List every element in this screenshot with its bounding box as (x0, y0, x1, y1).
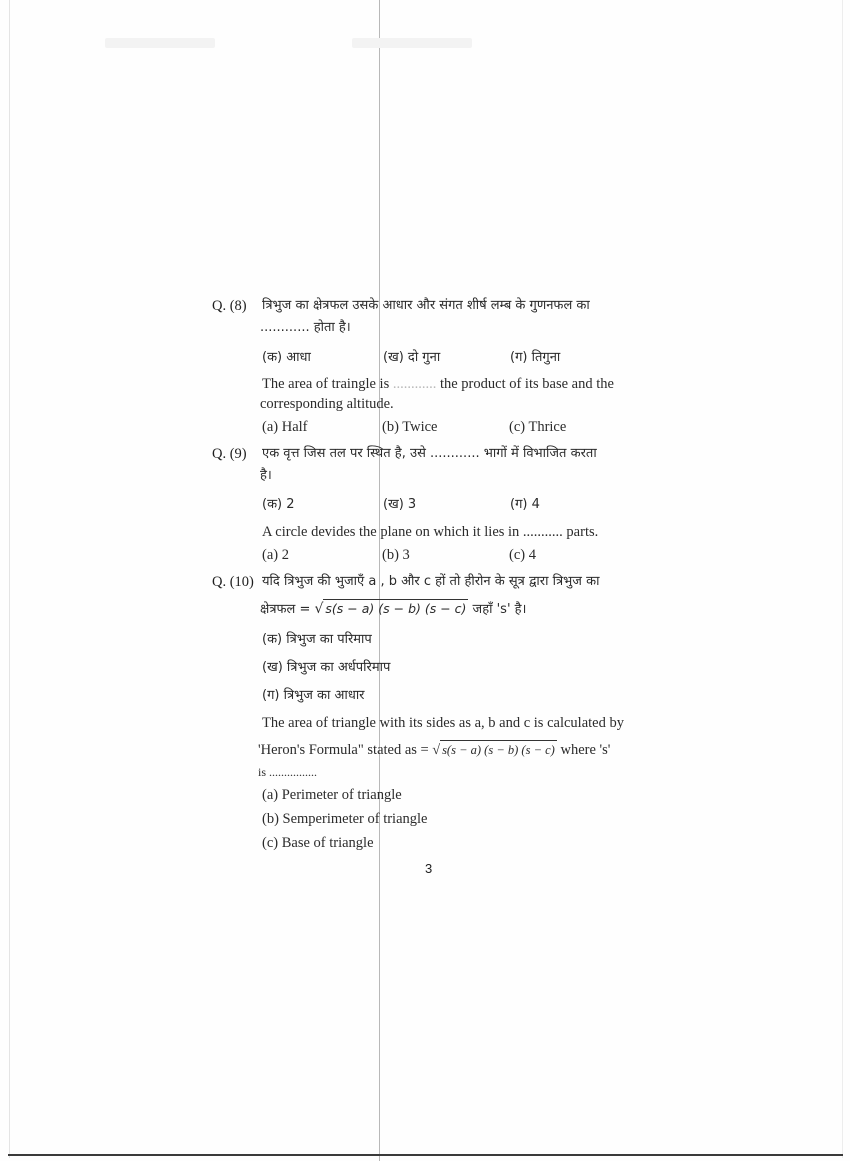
option-c: (c) Thrice (509, 419, 567, 435)
question-text-english-line2: 'Heron's Formula" stated as = √ s(s − a) (s − b) (s − c) where 's' (258, 742, 611, 758)
option-a: (a) 2 (262, 547, 289, 563)
option-a: (a) Half (262, 419, 308, 435)
option-c: (c) 4 (509, 547, 536, 563)
option-hindi-ka: (क) आधा (262, 350, 311, 365)
question-text-english: A circle devides the plane on which it lies in ........... parts. (262, 524, 599, 540)
question-text-english-line3: is ................ (258, 765, 318, 779)
question-number: Q. (10) (212, 574, 254, 590)
question-text-hindi-line2: है। (260, 468, 272, 483)
sqrt-icon: √ (432, 743, 441, 758)
question-text-hindi-line2: ............ होता है। (260, 320, 351, 335)
page-edge-left (9, 0, 10, 1158)
question-number: Q. (9) (212, 446, 247, 462)
page-number: 3 (425, 861, 433, 876)
question-text-hindi: त्रिभुज का क्षेत्रफल उसके आधार और संगत शीर्ष लम्ब के गुणनफल का (262, 298, 590, 313)
page-edge-right (842, 0, 843, 1158)
question-text-english: The area of triangle with its sides as a, b and c is calculated by (262, 715, 624, 731)
question-text-hindi: यदि त्रिभुज की भुजाएँ a , b और c हों तो हीरोन के सूत्र द्वारा त्रिभुज का (262, 574, 600, 589)
sqrt-icon: √ (314, 601, 324, 617)
option-hindi-ga: (ग) तिगुना (510, 350, 561, 365)
option-hindi-ga: (ग) 4 (510, 497, 540, 512)
option-hindi-kha: (ख) 3 (383, 497, 417, 512)
option-b: (b) Twice (382, 419, 438, 435)
question-text-english-line2: corresponding altitude. (260, 396, 394, 412)
bleed-through-artifact (105, 38, 215, 48)
option-hindi-ga: (ग) त्रिभुज का आधार (262, 688, 365, 703)
option-hindi-kha: (ख) त्रिभुज का अर्धपरिमाप (262, 660, 391, 675)
option-hindi-ka: (क) त्रिभुज का परिमाप (262, 632, 372, 647)
option-b: (b) Semperimeter of triangle (262, 811, 428, 827)
option-a: (a) Perimeter of triangle (262, 787, 402, 803)
question-number: Q. (8) (212, 298, 247, 314)
answer-blank: ............ (260, 320, 310, 335)
heron-formula: s(s − a) (s − b) (s − c) (325, 601, 467, 616)
option-c: (c) Base of triangle (262, 835, 374, 851)
question-text-hindi-line2: क्षेत्रफल = √ s(s − a) (s − b) (s − c) जहाँ 's' है। (260, 601, 527, 617)
heron-formula: s(s − a) (s − b) (s − c) (440, 740, 557, 759)
answer-blank: ............ (392, 376, 437, 392)
page-bottom-edge (8, 1154, 843, 1156)
option-hindi-kha: (ख) दो गुना (383, 350, 441, 365)
option-hindi-ka: (क) 2 (262, 497, 295, 512)
question-text-english: The area of traingle is ............ the product of its base and the (262, 376, 614, 392)
option-b: (b) 3 (382, 547, 410, 563)
question-text-hindi: एक वृत्त जिस तल पर स्थित है, उसे ............ भागों में विभाजित करता (262, 446, 597, 461)
bleed-through-artifact (352, 38, 472, 48)
